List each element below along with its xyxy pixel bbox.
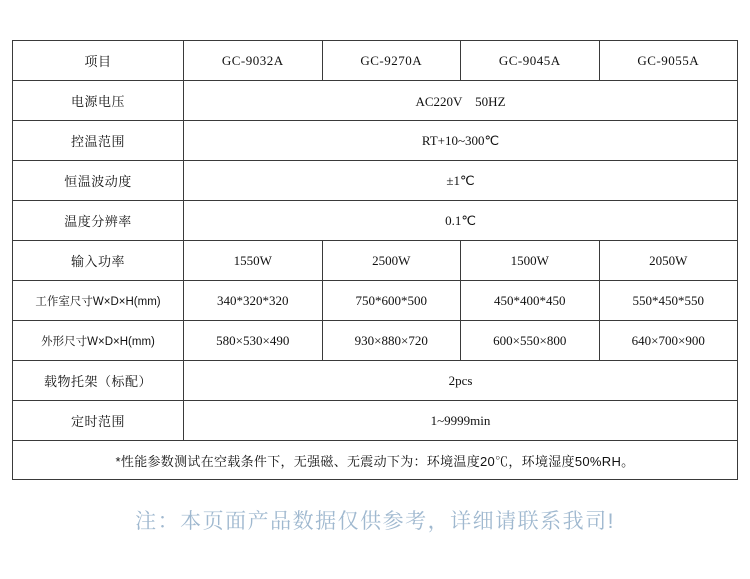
row-value-overall-size-4: 640×700×900: [599, 321, 738, 361]
row-label-fluctuation: 恒温波动度: [13, 161, 184, 201]
model-header-3: GC-9045A: [461, 41, 600, 81]
row-value-input-power-3: 1500W: [461, 241, 600, 281]
row-value-overall-size-2: 930×880×720: [322, 321, 461, 361]
model-header-1: GC-9032A: [184, 41, 323, 81]
row-label-overall-size: 外形尺寸W×D×H(mm): [13, 321, 184, 361]
row-value-input-power-1: 1550W: [184, 241, 323, 281]
row-value-resolution: 0.1℃: [184, 201, 738, 241]
row-value-chamber-size-3: 450*400*450: [461, 281, 600, 321]
row-label-timer-range: 定时范围: [13, 401, 184, 441]
specification-table-container: [12, 40, 738, 480]
row-value-chamber-size-2: 750*600*500: [322, 281, 461, 321]
header-label-cell: 项目: [13, 41, 184, 81]
table-row: [13, 241, 738, 281]
page-footnote: 注：本页面产品数据仅供参考，详细请联系我司!: [135, 510, 615, 533]
row-label-input-power: 输入功率: [13, 241, 184, 281]
table-row: [13, 121, 738, 161]
specification-table: [12, 40, 738, 480]
table-note: *性能参数测试在空载条件下，无强磁、无震动下为：环境温度20℃，环境湿度50%RH。: [13, 441, 738, 480]
table-row: [13, 161, 738, 201]
table-note-row: [13, 441, 738, 480]
row-value-input-power-4: 2050W: [599, 241, 738, 281]
model-header-4: GC-9055A: [599, 41, 738, 81]
table-row: [13, 321, 738, 361]
row-label-resolution: 温度分辨率: [13, 201, 184, 241]
row-value-fluctuation: ±1℃: [184, 161, 738, 201]
table-header-row: [13, 41, 738, 81]
table-row: [13, 81, 738, 121]
row-value-power-voltage: AC220V 50HZ: [184, 81, 738, 121]
row-label-temp-range: 控温范围: [13, 121, 184, 161]
row-label-shelf: 载物托架（标配）: [13, 361, 184, 401]
model-header-2: GC-9270A: [322, 41, 461, 81]
row-value-overall-size-1: 580×530×490: [184, 321, 323, 361]
table-body: [13, 41, 738, 480]
row-value-timer-range: 1~9999min: [184, 401, 738, 441]
table-row: [13, 401, 738, 441]
table-row: [13, 201, 738, 241]
row-value-input-power-2: 2500W: [322, 241, 461, 281]
row-label-chamber-size: 工作室尺寸W×D×H(mm): [13, 281, 184, 321]
row-label-power-voltage: 电源电压: [13, 81, 184, 121]
table-row: [13, 361, 738, 401]
row-value-chamber-size-1: 340*320*320: [184, 281, 323, 321]
row-value-temp-range: RT+10~300℃: [184, 121, 738, 161]
row-value-chamber-size-4: 550*450*550: [599, 281, 738, 321]
row-value-overall-size-3: 600×550×800: [461, 321, 600, 361]
row-value-shelf: 2pcs: [184, 361, 738, 401]
table-row: [13, 281, 738, 321]
